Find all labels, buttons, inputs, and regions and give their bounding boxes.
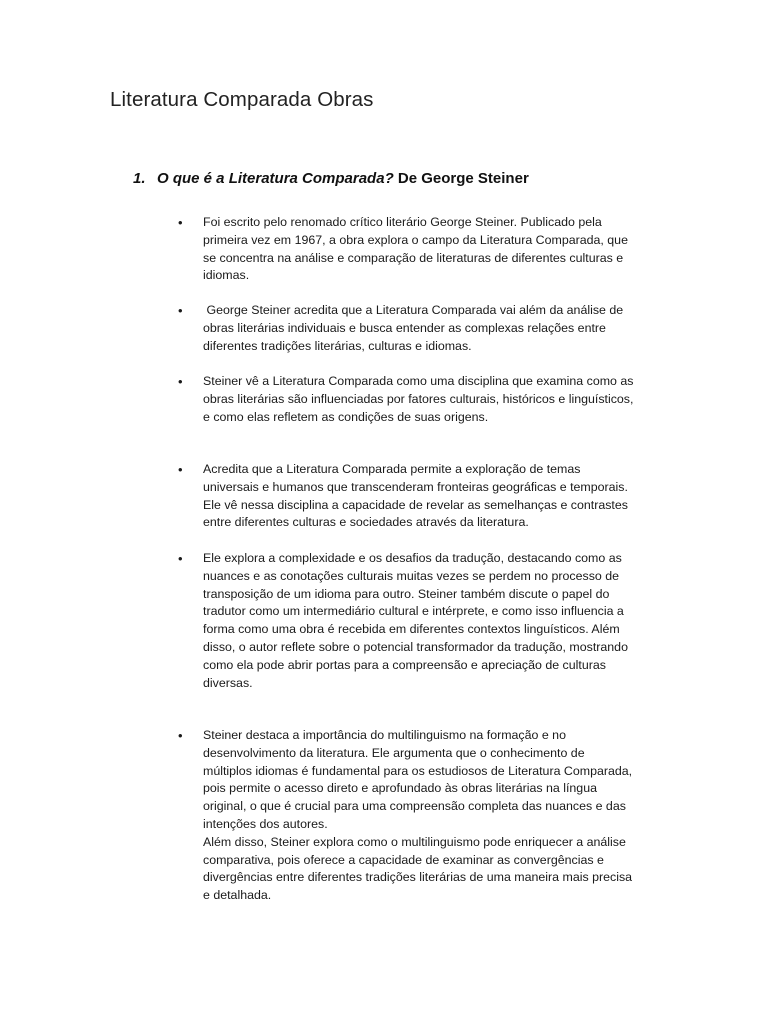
bullet-item <box>176 302 666 355</box>
bullet-line: múltiplos idiomas é fundamental para os estudiosos de Literatura Comparada, <box>203 763 633 778</box>
bullet-line: transposição de um idioma para outro. Steiner também discute o papel do <box>203 586 610 601</box>
bullet-line: Ele vê nessa disciplina a capacidade de revelar as semelhanças e contrastes <box>203 497 628 512</box>
bullet-line: George Steiner acredita que a Literatura Comparada vai além da análise de <box>203 303 624 317</box>
bullet-line: e detalhada. <box>203 888 272 903</box>
bullet-line: diferentes tradições literárias, culturas e idiomas. <box>203 338 472 353</box>
bullet-line: intenções dos autores. <box>203 816 328 831</box>
bullet-point-icon: • <box>178 551 183 566</box>
bullet-item <box>176 373 666 426</box>
bullet-line: comparativa, pois oferece a capacidade de examinar as convergências e <box>203 852 604 867</box>
bullet-line: pois permite o acesso direto e aprofundado às obras literárias na língua <box>203 781 597 796</box>
bullet-text <box>203 214 666 285</box>
bullet-line: entre diferentes culturas e sociedades através da literatura. <box>203 515 529 530</box>
bullet-line: forma como uma obra é recebida em diferentes contextos linguísticos. Além <box>203 622 620 637</box>
bullet-item <box>176 214 666 285</box>
bullet-line: e como elas refletem as condições de suas origens. <box>203 409 489 424</box>
bullet-line: Ele explora a complexidade e os desafios da tradução, destacando como as <box>203 551 622 565</box>
bullet-text <box>203 727 666 905</box>
bullet-item <box>176 727 666 905</box>
section-number: 1. <box>133 170 146 187</box>
bullet-point-icon: • <box>178 303 183 318</box>
bullet-line: divergências entre diferentes tradições literárias de uma maneira mais precisa <box>203 870 633 885</box>
bullet-line: idiomas. <box>203 268 250 283</box>
bullet-line: original, o que é crucial para uma compreensão completa das nuances e das <box>203 799 626 814</box>
bullet-line: primeira vez em 1967, a obra explora o campo da Literatura Comparada, que <box>203 232 628 247</box>
bullet-line: nuances e as conotações culturais muitas vezes se perdem no processo de <box>203 568 620 583</box>
bullet-point-icon: • <box>178 215 183 230</box>
bullet-line: Steiner vê a Literatura Comparada como uma disciplina que examina como as <box>203 374 634 388</box>
bullet-line: tradutor como um intermediário cultural e intérprete, e como isso influencia a <box>203 604 624 619</box>
bullet-point-icon: • <box>178 374 183 389</box>
bullet-line: Steiner destaca a importância do multilinguismo na formação e no <box>203 728 566 742</box>
bullet-text <box>203 461 666 532</box>
bullet-line: disso, o autor reflete sobre o potencial transformador da tradução, mostrando <box>203 639 628 654</box>
bullet-line: Acredita que a Literatura Comparada permite a exploração de temas <box>203 462 581 476</box>
bullet-item <box>176 550 666 692</box>
document-title: Literatura Comparada Obras <box>110 88 374 111</box>
bullet-line: obras literárias individuais e busca entender as complexas relações entre <box>203 320 606 335</box>
bullet-line: Foi escrito pelo renomado crítico literário George Steiner. Publicado pela <box>203 215 602 229</box>
bullet-line: desenvolvimento da literatura. Ele argumenta que o conhecimento de <box>203 745 585 760</box>
bullet-line: se concentra na análise e comparação de literaturas de diferentes culturas e <box>203 250 624 265</box>
section-heading-italic: O que é a Literatura Comparada? <box>157 170 394 187</box>
bullet-line: como ela pode abrir portas para a compreensão e apreciação de culturas <box>203 657 606 672</box>
bullet-line: obras literárias são influenciadas por fatores culturais, históricos e linguísticos, <box>203 391 634 406</box>
bullet-point-icon: • <box>178 462 183 477</box>
bullet-text <box>203 373 666 426</box>
bullet-line: diversas. <box>203 675 253 690</box>
bullet-point-icon: • <box>178 728 183 743</box>
bullet-text <box>203 302 666 355</box>
bullet-item <box>176 461 666 532</box>
section-heading <box>133 170 529 187</box>
section-heading-rest: De George Steiner <box>393 170 529 187</box>
bullet-line: universais e humanos que transcenderam fronteiras geográficas e temporais. <box>203 479 628 494</box>
bullet-line: Além disso, Steiner explora como o multilinguismo pode enriquecer a análise <box>203 834 626 849</box>
bullet-text <box>203 550 666 692</box>
